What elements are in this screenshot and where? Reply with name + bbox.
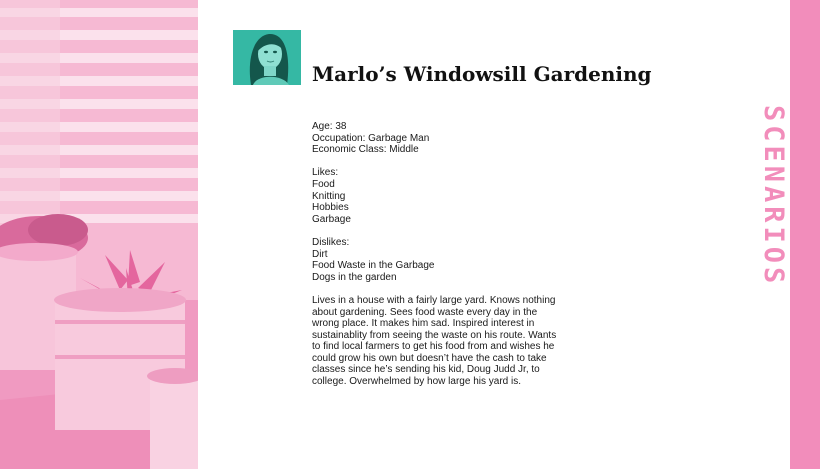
avatar <box>233 30 301 85</box>
persona-details <box>312 121 562 388</box>
dislikes-item: Dirt <box>312 248 328 260</box>
windowsill-plants-image <box>0 0 198 469</box>
age-field: Age: 38 <box>312 121 347 132</box>
likes-item: Knitting <box>312 190 346 202</box>
economic-class-field: Economic Class: Middle <box>312 144 419 156</box>
occupation-field: Occupation: Garbage Man <box>312 132 430 144</box>
bio-paragraph: Lives in a house with a fairly large yard. Knows nothing about gardening. Sees food waste every day in the wrong place. It makes him sad. Inspired interest in sustainablity from seeing the waste on his route. Wants to find local farmers to get his food from and wishes he could grow his own but doesn’t have the cash to take classes since he’s sending his kid, Doug Judd Jr, to college. Overwhelmed by how large his yard is. <box>312 294 557 388</box>
likes-item: Garbage <box>312 213 351 225</box>
dislikes-item: Dogs in the garden <box>312 271 397 283</box>
likes-item: Food <box>312 178 335 190</box>
section-heading: SCENARIOS <box>758 105 789 288</box>
dislikes-item: Food Waste in the Garbage <box>312 260 435 272</box>
dislikes-heading: Dislikes: <box>312 236 350 248</box>
likes-item: Hobbies <box>312 202 349 214</box>
likes-heading: Likes: <box>312 167 339 179</box>
side-accent-band <box>790 0 820 469</box>
page-title: Marlo’s Windowsill Gardening <box>312 62 652 86</box>
